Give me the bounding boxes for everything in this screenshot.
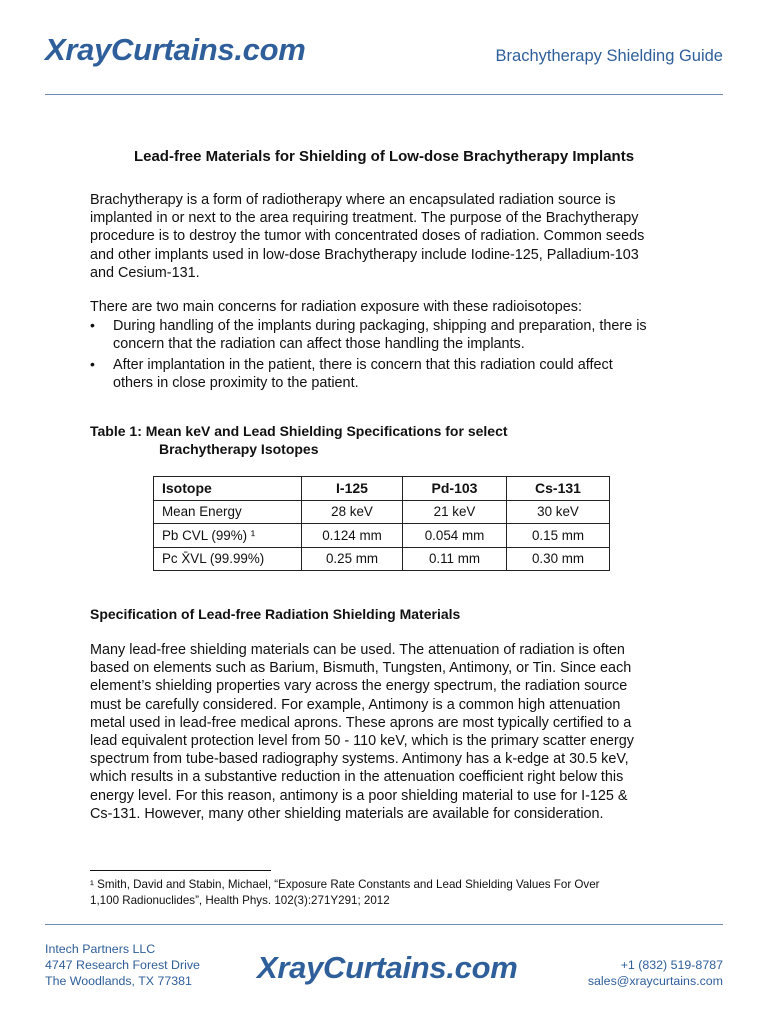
cell: 21 keV bbox=[403, 500, 507, 524]
table-row bbox=[154, 547, 610, 571]
text-line: concern that the radiation can affect those handling the implants. bbox=[113, 336, 525, 353]
text-line: and other implants used in low-dose Brachytherapy include Iodine-125, Palladium-103 bbox=[90, 246, 639, 263]
footer-logo: XrayCurtains.com bbox=[257, 950, 518, 985]
address-line: 4747 Research Forest Drive bbox=[45, 958, 200, 972]
header-divider bbox=[45, 94, 723, 95]
text-line: Brachytherapy is a form of radiotherapy where an encapsulated radiation source is bbox=[90, 192, 616, 208]
table-row bbox=[154, 524, 610, 548]
footnote-divider bbox=[90, 870, 271, 871]
text-line: There are two main concerns for radiation exposure with these radioisotopes: bbox=[90, 299, 582, 315]
page-title: Lead-free Materials for Shielding of Low-dose Brachytherapy Implants bbox=[133, 148, 635, 165]
cell: 30 keV bbox=[507, 500, 610, 524]
intro-paragraph bbox=[90, 191, 644, 282]
cell: 0.15 mm bbox=[507, 524, 610, 548]
caption-line: Brachytherapy Isotopes bbox=[159, 441, 319, 457]
text-line: others in close proximity to the patient. bbox=[113, 375, 359, 392]
text-line: based on elements such as Barium, Bismuth, Tungsten, Antimony, or Tin. Since each bbox=[90, 660, 632, 677]
bullet-icon: • bbox=[90, 356, 95, 372]
text-line: energy level. For this reason, antimony is a poor shielding material to use for I-125 & bbox=[90, 787, 628, 804]
header-cell: I-125 bbox=[302, 477, 403, 501]
text-line: must be carefully considered. For example, Antimony is a common high attenuation bbox=[90, 696, 621, 713]
bullet-item bbox=[113, 356, 613, 392]
text-line: and Cesium-131. bbox=[90, 264, 200, 281]
text-line: which results in a substantive reduction in the attenuation coefficient right below this bbox=[90, 769, 624, 786]
cell: 28 keV bbox=[302, 500, 403, 524]
phone: +1 (832) 519-8787 bbox=[620, 958, 723, 972]
cell: Pb CVL (99%) ¹ bbox=[154, 524, 302, 548]
cell: Pc X̄VL (99.99%) bbox=[154, 547, 302, 571]
text-line: lead equivalent protection level from 50 - 110 keV, which is the primary scatter energy bbox=[90, 733, 634, 750]
caption-line: Table 1: Mean keV and Lead Shielding Specifications for select bbox=[90, 423, 508, 439]
text-line: spectrum from tube-based radiography systems. Antimony has a k-edge at 30.5 keV, bbox=[90, 751, 629, 768]
cell: 0.11 mm bbox=[403, 547, 507, 571]
footnote-line: 1,100 Radionuclides”, Health Phys. 102(3):271Y291; 2012 bbox=[90, 893, 390, 907]
text-line: procedure is to destroy the tumor with concentrated doses of radiation. Common seeds bbox=[90, 228, 645, 245]
address-line: The Woodlands, TX 77381 bbox=[45, 974, 192, 988]
footnote-line: ¹ Smith, David and Stabin, Michael, “Exposure Rate Constants and Lead Shielding Values For Over bbox=[90, 878, 600, 891]
footer-address bbox=[45, 941, 200, 989]
header-cell: Isotope bbox=[154, 477, 302, 501]
text-line: Cs-131. However, many other shielding materials are available for consideration. bbox=[90, 805, 604, 822]
bullet-icon: • bbox=[90, 317, 95, 333]
text-line: During handling of the implants during packaging, shipping and preparation, there is bbox=[113, 318, 647, 334]
email-link[interactable]: sales@xraycurtains.com bbox=[587, 974, 723, 988]
table-caption bbox=[90, 422, 508, 458]
cell: 0.30 mm bbox=[507, 547, 610, 571]
header-cell: Cs-131 bbox=[507, 477, 610, 501]
materials-paragraph bbox=[90, 641, 634, 823]
footnote bbox=[90, 877, 600, 908]
table-header-row bbox=[154, 477, 610, 501]
text-line: Many lead-free shielding materials can be used. The attenuation of radiation is often bbox=[90, 642, 625, 658]
table-row bbox=[154, 500, 610, 524]
footer-contact bbox=[588, 957, 723, 989]
text-line: implanted in or next to the area requiring treatment. The purpose of the Brachytherapy bbox=[90, 210, 639, 227]
text-line: After implantation in the patient, there is concern that this radiation could affect bbox=[113, 357, 613, 373]
header-cell: Pd-103 bbox=[403, 477, 507, 501]
header-title: Brachytherapy Shielding Guide bbox=[495, 47, 723, 65]
isotope-table bbox=[153, 476, 610, 571]
text-line: element’s shielding properties vary across the energy spectrum, the radiation source bbox=[90, 678, 628, 695]
section-heading: Specification of Lead-free Radiation Shielding Materials bbox=[90, 606, 461, 622]
cell: 0.124 mm bbox=[302, 524, 403, 548]
cell: 0.054 mm bbox=[403, 524, 507, 548]
cell: 0.25 mm bbox=[302, 547, 403, 571]
text-line: metal used in lead-free medical aprons. These aprons are most typically certified to a bbox=[90, 714, 632, 731]
footer-divider bbox=[45, 924, 723, 925]
address-line: Intech Partners LLC bbox=[45, 942, 156, 956]
header-logo: XrayCurtains.com bbox=[45, 32, 306, 67]
concerns-paragraph bbox=[90, 298, 582, 316]
cell: Mean Energy bbox=[154, 500, 302, 524]
bullet-item bbox=[113, 317, 647, 353]
